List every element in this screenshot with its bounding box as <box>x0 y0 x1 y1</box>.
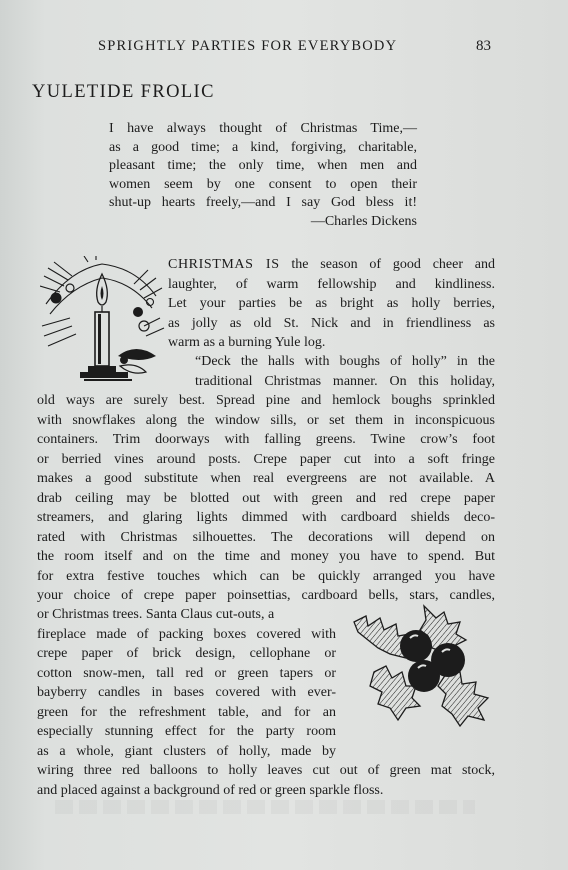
chapter-title: YULETIDE FROLIC <box>32 82 215 102</box>
text-line: green for the refreshment table, and for an <box>37 704 336 720</box>
holly-berry <box>51 293 62 304</box>
text-line: for extra festive touches which can be quickly arranged you have <box>37 568 495 584</box>
text-line: traditional Christmas manner. On this holiday, <box>195 373 495 389</box>
text-line: makes a good substitute when real evergreens are not available. A <box>37 471 495 486</box>
holly-berry <box>133 307 143 317</box>
text-line: as jolly as old St. Nick and in friendliness as <box>168 315 495 331</box>
epigraph-attribution: —Charles Dickens <box>310 213 417 229</box>
text-line: your choice of crepe paper poinsettias, cardboard bells, stars, candles, <box>37 588 495 603</box>
candle-wreath-illustration <box>40 256 166 390</box>
epigraph-line: I have always thought of Christmas Time,— <box>109 121 417 136</box>
epigraph-line: pleasant time; the only time, when men and <box>109 158 417 174</box>
text-line: rated with Christmas silhouettes. The decorations will depend on <box>37 529 495 545</box>
text-line: with snowflakes along the window sills, or set them in inconspicuous <box>37 412 495 428</box>
holly-berry <box>66 284 74 292</box>
lead-in: CHRISTMAS IS <box>168 257 280 272</box>
epigraph <box>109 120 417 232</box>
text-line: fireplace made of packing boxes covered with <box>37 626 336 642</box>
text-line: or berried vines around posts. Crepe paper cut into a soft fringe <box>37 451 495 467</box>
text-line: or Christmas trees. Santa Claus cut-outs, a <box>37 607 275 622</box>
epigraph-line: as a good time; a kind, forgiving, charitable, <box>109 139 417 155</box>
text-line: old ways are surely best. Spread pine and hemlock boughs sprinkled <box>37 393 495 408</box>
text-line: as a whole, giant clusters of holly, made by <box>37 743 336 759</box>
epigraph-line: shut-up hearts freely,—and I say God bless it! <box>109 195 417 211</box>
text-line: especially stunning effect for the party room <box>37 724 336 739</box>
text-line: wiring three red balloons to holly leaves cut out of green mat stock, <box>37 763 495 778</box>
text-line: bayberry candles in bases covered with ever- <box>37 685 336 700</box>
text-line: containers. Trim doorways with falling greens. Twine crow’s foot <box>37 432 495 447</box>
text-line: crepe paper of brick design, cellophane or <box>37 646 336 661</box>
text-line: and placed against a background of red or green sparkle floss. <box>37 782 384 798</box>
decorations-paragraph-end <box>37 761 495 800</box>
holly-illustration <box>350 602 495 727</box>
decorations-paragraph-head <box>195 352 495 391</box>
text-line-rest: the season of good cheer and <box>279 257 496 272</box>
text-line: laughter, of warm fellowship and kindliness. <box>168 276 495 292</box>
text-line: the room itself and on the time and money you have to spend. But <box>37 549 495 564</box>
intro-paragraph <box>168 255 495 353</box>
show-through-text <box>55 800 475 814</box>
candlestick-icon <box>80 366 128 378</box>
text-line: warm as a burning Yule log. <box>168 335 326 350</box>
text-line <box>168 255 495 275</box>
epigraph-line: women seem by one consent to open their <box>109 176 417 192</box>
text-line: Let your parties be as bright as holly berries, <box>168 296 495 311</box>
text-line: drab ceiling may be blotted out with green and red crepe paper <box>37 490 495 506</box>
text-line: streamers, and glaring lights dimmed with cardboard shields deco- <box>37 510 495 525</box>
candle-icon <box>95 312 109 366</box>
holly-leaf-icon <box>438 672 488 726</box>
running-head: SPRIGHTLY PARTIES FOR EVERYBODY <box>98 38 398 54</box>
text-line: “Deck the halls with boughs of holly” in the <box>195 354 495 369</box>
text-line: cotton snow-men, tall red or green tapers or <box>37 665 336 681</box>
decorations-paragraph-wrap <box>37 605 336 761</box>
page-number: 83 <box>476 38 491 54</box>
decorations-paragraph <box>37 391 495 606</box>
